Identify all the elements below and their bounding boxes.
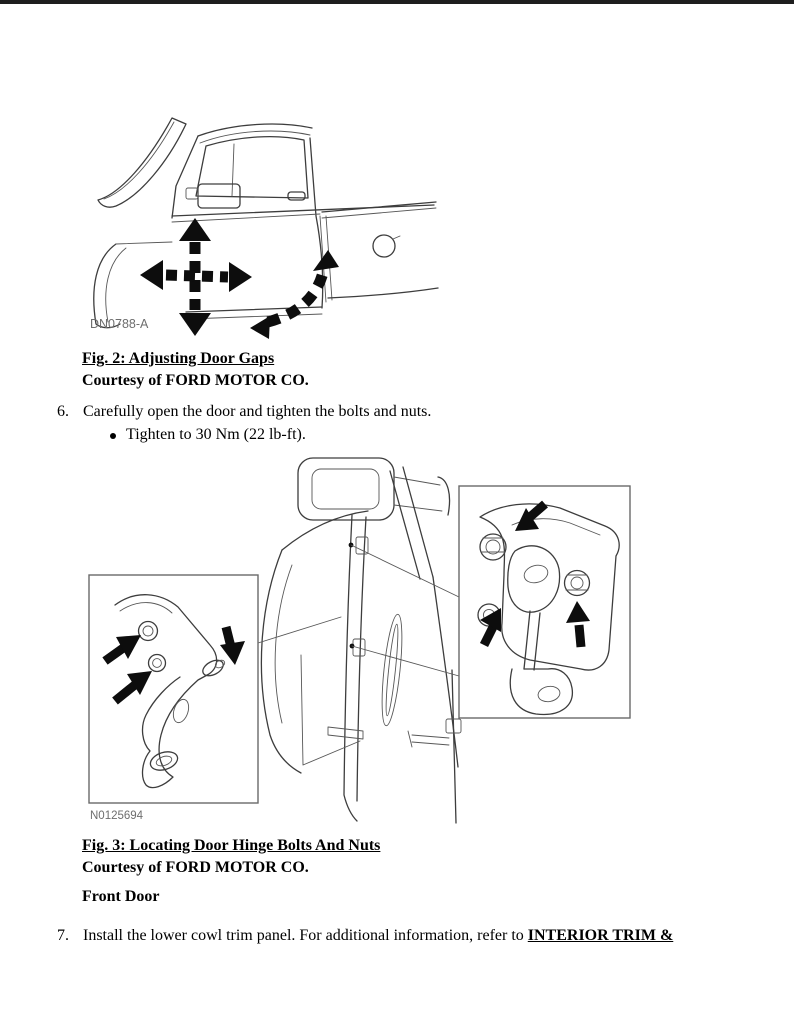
step-6-number: 6. bbox=[57, 403, 69, 420]
figure3-caption bbox=[82, 835, 380, 879]
leader-left-inset bbox=[258, 617, 341, 643]
figure3-drawing-label: N0125694 bbox=[90, 810, 144, 822]
step-7-text: Install the lower cowl trim panel. For additional information, refer to bbox=[83, 927, 528, 944]
lower-hinge-inset bbox=[89, 575, 258, 803]
fuel-filler bbox=[373, 235, 395, 257]
figure2-caption-link[interactable]: Fig. 2: Adjusting Door Gaps bbox=[82, 350, 275, 367]
truck-door-pillar-view bbox=[258, 458, 461, 823]
door-window bbox=[196, 137, 308, 198]
figure2-credit: Courtesy of FORD MOTOR CO. bbox=[82, 372, 309, 389]
windshield-panel bbox=[98, 118, 186, 207]
page-top-border bbox=[0, 0, 794, 4]
upper-hinge-inset bbox=[459, 486, 630, 718]
figure2-caption bbox=[82, 348, 309, 392]
step-7-number: 7. bbox=[57, 927, 69, 944]
section-heading: Front Door bbox=[82, 888, 160, 905]
figure3-hinge-drawing bbox=[60, 455, 742, 827]
figure2-drawing-label: DN0788-A bbox=[90, 317, 149, 331]
cab-roof bbox=[198, 124, 312, 136]
bullet-icon bbox=[110, 433, 116, 439]
leader-upper-hinge bbox=[351, 545, 459, 597]
figure2-door-gap-drawing bbox=[82, 96, 460, 344]
figure3-caption-link[interactable]: Fig. 3: Locating Door Hinge Bolts And Nuts bbox=[82, 837, 381, 854]
figure3-credit: Courtesy of FORD MOTOR CO. bbox=[82, 859, 309, 876]
step-6-bullet-text: Tighten to 30 Nm (22 lb-ft). bbox=[126, 426, 306, 443]
bed-rail bbox=[322, 202, 436, 212]
step-6-bullet bbox=[126, 426, 306, 444]
door-handle bbox=[288, 192, 305, 200]
step-6 bbox=[57, 402, 743, 422]
step-6-text: Carefully open the door and tighten the bolts and nuts. bbox=[83, 403, 432, 420]
step-7 bbox=[57, 926, 743, 946]
interior-trim-link[interactable]: INTERIOR TRIM & bbox=[527, 927, 674, 944]
